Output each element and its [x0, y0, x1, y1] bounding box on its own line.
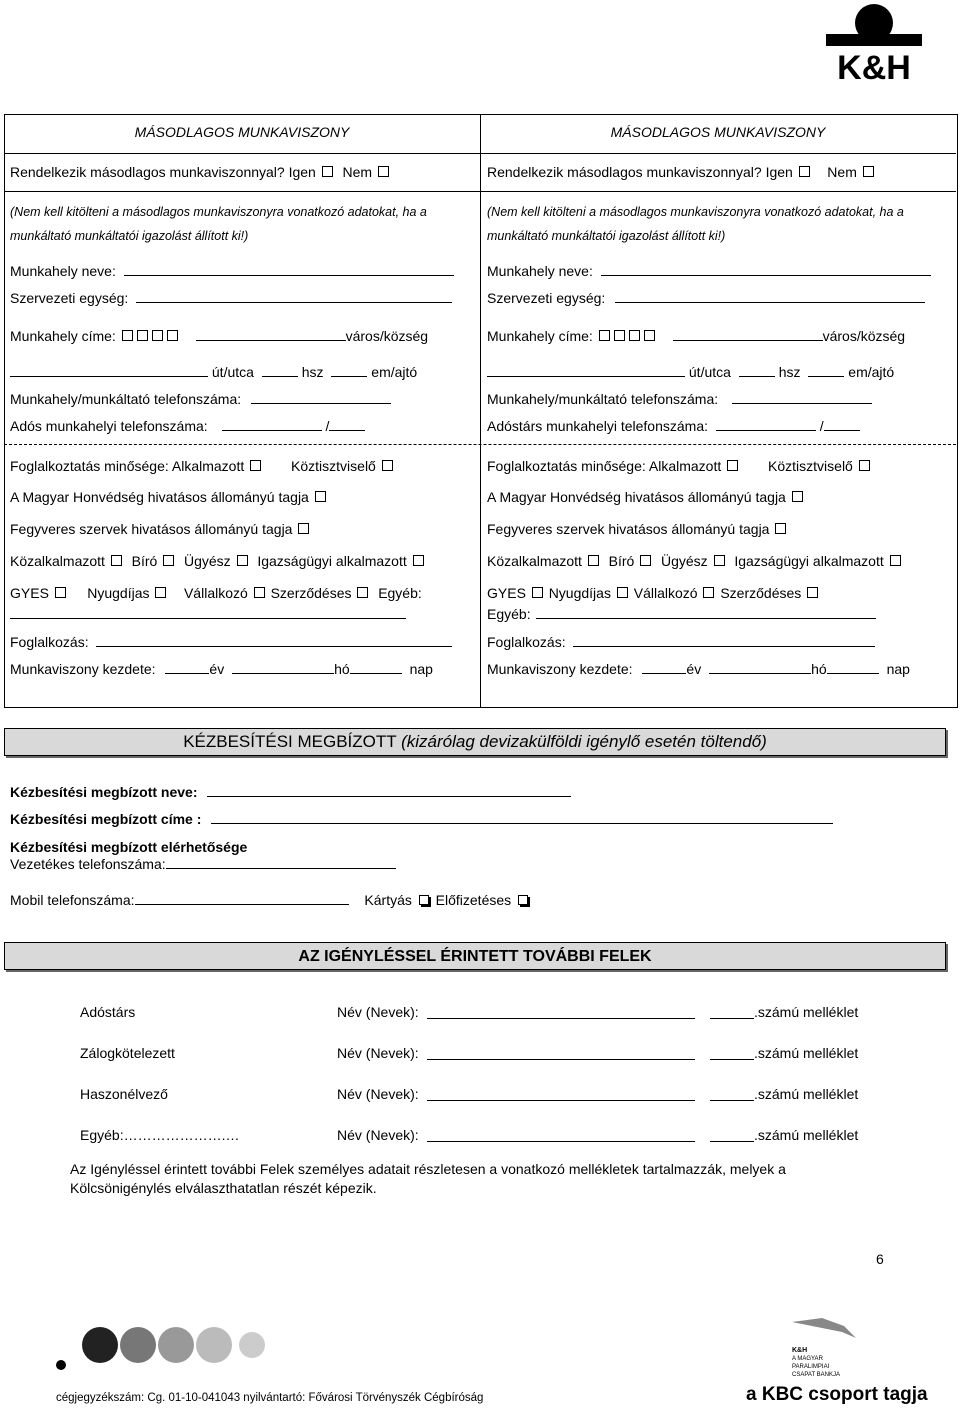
logo-text: K&H: [837, 49, 911, 82]
column-divider: [480, 114, 481, 708]
right-workplace-name: [487, 263, 931, 279]
parties-note-2: Kölcsönigénylés elválaszthatatlan részét képezik.: [70, 1180, 377, 1196]
left-judge-checkbox[interactable]: [163, 555, 174, 566]
right-employer-phone-field[interactable]: [732, 391, 872, 404]
left-entrepreneur-checkbox[interactable]: [254, 587, 265, 598]
parties-note-1: Az Igényléssel érintett további Felek személyes adatait részletesen a vonatkozó mellékletek tartalmazzák, melyek a: [70, 1161, 786, 1177]
parties-title: AZ IGÉNYLÉSSEL ÉRINTETT TOVÁBBI FELEK: [298, 948, 652, 965]
left-street-field[interactable]: [10, 364, 208, 377]
right-org-unit-field[interactable]: [615, 290, 925, 303]
left-workplace-name-label: Munkahely neve:: [10, 263, 116, 279]
party-annex-field[interactable]: [710, 1088, 754, 1101]
right-address-label: Munkahely címe:: [487, 328, 593, 344]
left-employment-type-label: Foglalkoztatás minősége:: [10, 458, 169, 474]
right-employee-label: Alkalmazott: [648, 458, 722, 474]
left-employer-phone: [10, 391, 391, 407]
right-entrepreneur-label: Vállalkozó: [633, 585, 698, 601]
left-city-field[interactable]: [196, 328, 346, 341]
right-employment-type: [487, 458, 872, 474]
right-public-checkbox[interactable]: [588, 555, 599, 566]
left-workplace-name: [10, 263, 454, 279]
right-month-field[interactable]: [709, 661, 811, 674]
left-door-label: em/ajtó: [371, 364, 418, 380]
left-occupation-label: Foglalkozás:: [10, 634, 89, 650]
right-other-field[interactable]: [536, 606, 876, 619]
left-day-label: nap: [409, 661, 433, 677]
right-hsz-label: hsz: [778, 364, 801, 380]
left-other-field[interactable]: [10, 606, 406, 619]
kh-logo-graphic: [826, 2, 922, 82]
left-employer-phone-label: Munkahely/munkáltató telefonszáma:: [10, 391, 242, 407]
left-yes-checkbox[interactable]: [322, 166, 333, 177]
delivery-mobile: [10, 892, 531, 908]
left-occupation-field[interactable]: [96, 634, 452, 647]
delivery-name: [10, 784, 571, 800]
left-start-label: Munkaviszony kezdete:: [10, 661, 156, 677]
right-has-secondary-label: Rendelkezik másodlagos munkaviszonnyal?: [487, 164, 762, 180]
left-street-label: út/utca: [211, 364, 254, 380]
right-employment-type-label: Foglalkoztatás minősége:: [487, 458, 646, 474]
dashed-divider: [4, 444, 956, 445]
right-other-label: Egyéb:: [487, 606, 531, 622]
page-number: 6: [876, 1251, 884, 1267]
footer-kbc: a KBC csoport tagja: [746, 1384, 928, 1405]
left-judicial-label: Igazságügyi alkalmazott: [257, 553, 407, 569]
left-occupation: [10, 634, 452, 650]
party-name-field[interactable]: [427, 1129, 695, 1142]
left-work-phone-area[interactable]: [222, 418, 322, 431]
right-address: [487, 328, 905, 344]
left-start: [10, 661, 433, 677]
left-employee-checkbox[interactable]: [250, 460, 261, 471]
right-zip-box-4[interactable]: [644, 330, 655, 341]
left-slash: /: [325, 418, 330, 434]
sponsor-line-4: CSAPAT BANKJA: [792, 1372, 841, 1378]
party-label: Egyéb:………………….…: [80, 1127, 240, 1143]
delivery-title-note: (kizárólag devizakülföldi igénylő esetén töltendő): [401, 732, 767, 751]
left-military-checkbox[interactable]: [315, 491, 326, 502]
party-name-field[interactable]: [427, 1047, 695, 1060]
right-day-label: nap: [886, 661, 910, 677]
right-yes-label: Igen: [765, 164, 793, 180]
left-work-phone-label: Adós munkahelyi telefonszáma:: [10, 418, 208, 434]
right-military-checkbox[interactable]: [792, 491, 803, 502]
right-yes-checkbox[interactable]: [799, 166, 810, 177]
left-employment-type: [10, 458, 395, 474]
party-annex-label: .számú melléklet: [754, 1004, 859, 1020]
right-note-1: (Nem kell kitölteni a másodlagos munkaviszonyra vonatkozó adatokat, ha a: [487, 205, 904, 219]
right-entrepreneur-checkbox[interactable]: [703, 587, 714, 598]
right-employee-checkbox[interactable]: [727, 460, 738, 471]
footer-circles-graphic: [56, 1326, 266, 1374]
right-work-phone-area[interactable]: [716, 418, 816, 431]
right-prosecutor-label: Ügyész: [660, 553, 708, 569]
left-other-line: [10, 606, 406, 622]
left-civil-servant-label: Köztisztviselő: [291, 458, 376, 474]
right-month-label: hó: [811, 661, 827, 677]
left-month-field[interactable]: [232, 661, 334, 674]
left-military-label: A Magyar Honvédség hivatásos állományú tagja: [10, 489, 309, 505]
right-street-label: út/utca: [688, 364, 731, 380]
left-armed: [10, 521, 311, 537]
left-org-unit-label: Szervezeti egység:: [10, 290, 129, 306]
left-zip-box-1[interactable]: [122, 330, 133, 341]
delivery-address-label: Kézbesítési megbízott címe :: [10, 811, 202, 827]
paralympic-logo-graphic: [782, 1318, 862, 1384]
delivery-mobile-field[interactable]: [135, 892, 349, 905]
left-has-secondary-label: Rendelkezik másodlagos munkaviszonnyal?: [10, 164, 285, 180]
right-start: [487, 661, 910, 677]
party-label: Zálogkötelezett: [80, 1045, 175, 1061]
right-armed-checkbox[interactable]: [775, 523, 786, 534]
party-annex-label: .számú melléklet: [754, 1086, 859, 1102]
left-day-field[interactable]: [350, 661, 402, 674]
left-zip-box-2[interactable]: [137, 330, 148, 341]
left-armed-checkbox[interactable]: [298, 523, 309, 534]
left-header: MÁSODLAGOS MUNKAVISZONY: [134, 124, 350, 140]
right-pensioner-checkbox[interactable]: [617, 587, 628, 598]
left-org-unit: [10, 290, 452, 306]
right-zip-box-3[interactable]: [629, 330, 640, 341]
right-gyes-label: GYES: [487, 585, 526, 601]
party-annex-field[interactable]: [710, 1129, 754, 1142]
left-gyes-checkbox[interactable]: [55, 587, 66, 598]
right-civil-servant-checkbox[interactable]: [859, 460, 870, 471]
delivery-mobile-label: Mobil telefonszáma:: [10, 892, 135, 908]
delivery-landline: [10, 856, 396, 872]
delivery-prepaid-label: Előfizetéses: [435, 892, 512, 908]
left-judicial-checkbox[interactable]: [413, 555, 424, 566]
right-judicial-checkbox[interactable]: [890, 555, 901, 566]
left-yes-label: Igen: [288, 164, 316, 180]
party-name-label: Név (Nevek):: [337, 1086, 419, 1102]
delivery-title: [4, 732, 946, 752]
left-military: [10, 489, 328, 505]
right-pensioner-label: Nyugdíjas: [548, 585, 611, 601]
right-judge-label: Bíró: [608, 553, 635, 569]
left-pensioner-checkbox[interactable]: [155, 587, 166, 598]
left-address-label: Munkahely címe:: [10, 328, 116, 344]
right-judicial-label: Igazságügyi alkalmazott: [734, 553, 884, 569]
party-label: Haszonélvező: [80, 1086, 168, 1102]
left-hsz-field[interactable]: [262, 364, 298, 377]
sponsor-line-1: K&H: [792, 1347, 808, 1354]
right-has-secondary: [487, 164, 876, 180]
party-annex-field[interactable]: [710, 1047, 754, 1060]
right-org-unit-label: Szervezeti egység:: [487, 290, 606, 306]
left-judge-label: Bíró: [131, 553, 158, 569]
left-contract-label: Szerződéses: [270, 585, 352, 601]
right-slash: /: [819, 418, 824, 434]
delivery-card-checkbox[interactable]: [419, 895, 429, 905]
left-city-label: város/község: [345, 328, 429, 344]
footer-icons: [56, 1326, 266, 1377]
delivery-reachability: Kézbesítési megbízott elérhetősége: [10, 839, 248, 855]
right-workplace-name-label: Munkahely neve:: [487, 263, 593, 279]
right-no-checkbox[interactable]: [863, 166, 874, 177]
right-zip-box-1[interactable]: [599, 330, 610, 341]
left-other-label: Egyéb:: [378, 585, 422, 601]
left-street: [10, 364, 417, 380]
right-day-field[interactable]: [827, 661, 879, 674]
right-other-status: [487, 585, 820, 601]
right-door-field[interactable]: [808, 364, 844, 377]
right-employer-phone-label: Munkahely/munkáltató telefonszáma:: [487, 391, 719, 407]
left-no-label: Nem: [342, 164, 373, 180]
right-judge-checkbox[interactable]: [640, 555, 651, 566]
left-other-status: [10, 585, 422, 601]
left-prosecutor-checkbox[interactable]: [237, 555, 248, 566]
delivery-landline-field[interactable]: [166, 856, 396, 869]
left-note-1: (Nem kell kitölteni a másodlagos munkaviszonyra vonatkozó adatokat, ha a: [10, 205, 427, 219]
left-year-field[interactable]: [165, 661, 209, 674]
left-employee-label: Alkalmazott: [171, 458, 245, 474]
right-work-phone: [487, 418, 860, 434]
right-work-phone-label: Adóstárs munkahelyi telefonszáma:: [487, 418, 708, 434]
left-door-field[interactable]: [331, 364, 367, 377]
right-armed: [487, 521, 788, 537]
right-org-unit: [487, 290, 925, 306]
right-no-label: Nem: [827, 164, 857, 180]
sponsor-line-3: PARALIMPIAI: [792, 1364, 830, 1370]
right-public: [487, 553, 903, 569]
right-street: [487, 364, 894, 380]
right-year-label: év: [686, 661, 702, 677]
left-contract-checkbox[interactable]: [357, 587, 368, 598]
left-civil-servant-checkbox[interactable]: [382, 460, 393, 471]
right-civil-servant-label: Köztisztviselő: [768, 458, 853, 474]
right-zip-box-2[interactable]: [614, 330, 625, 341]
yesno-divider: [4, 191, 956, 192]
kh-logo: [826, 2, 922, 82]
right-occupation-label: Foglalkozás:: [487, 634, 566, 650]
left-prosecutor-label: Ügyész: [183, 553, 231, 569]
left-public-checkbox[interactable]: [111, 555, 122, 566]
left-employer-phone-field[interactable]: [251, 391, 391, 404]
delivery-address: [10, 811, 833, 827]
right-employer-phone: [487, 391, 872, 407]
left-public: [10, 553, 426, 569]
party-annex-field[interactable]: [710, 1006, 754, 1019]
left-work-phone: [10, 418, 365, 434]
right-city-field[interactable]: [673, 328, 823, 341]
left-armed-label: Fegyveres szervek hivatásos állományú tagja: [10, 521, 293, 537]
left-address: [10, 328, 428, 344]
sponsor-line-2: A MAGYAR: [792, 1356, 823, 1362]
right-contract-checkbox[interactable]: [807, 587, 818, 598]
party-annex-label: .számú melléklet: [754, 1045, 859, 1061]
left-zip-box-3[interactable]: [152, 330, 163, 341]
right-gyes-checkbox[interactable]: [532, 587, 543, 598]
delivery-address-field[interactable]: [211, 811, 833, 824]
right-public-label: Közalkalmazott: [487, 553, 582, 569]
delivery-name-label: Kézbesítési megbízott neve:: [10, 784, 198, 800]
party-name-field[interactable]: [427, 1006, 695, 1019]
right-work-phone-number[interactable]: [824, 418, 860, 431]
delivery-name-field[interactable]: [207, 784, 571, 797]
right-note-2: munkáltató munkáltatói igazolást állított ki!): [487, 229, 726, 243]
left-zip-box-4[interactable]: [167, 330, 178, 341]
right-contract-label: Szerződéses: [720, 585, 802, 601]
left-gyes-label: GYES: [10, 585, 49, 601]
paralympic-logo: [782, 1318, 862, 1384]
left-hsz-label: hsz: [301, 364, 324, 380]
right-header: MÁSODLAGOS MUNKAVISZONY: [610, 124, 826, 140]
left-pensioner-label: Nyugdíjas: [87, 585, 150, 601]
right-military-label: A Magyar Honvédség hivatásos állományú tagja: [487, 489, 786, 505]
delivery-landline-label: Vezetékes telefonszáma:: [10, 856, 166, 872]
delivery-card-label: Kártyás: [364, 892, 412, 908]
party-name-label: Név (Nevek):: [337, 1004, 419, 1020]
delivery-prepaid-checkbox[interactable]: [518, 895, 528, 905]
right-workplace-name-field[interactable]: [601, 263, 931, 276]
left-note-2: munkáltató munkáltatói igazolást állított ki!): [10, 229, 249, 243]
right-military: [487, 489, 805, 505]
left-has-secondary: [10, 164, 391, 180]
right-year-field[interactable]: [642, 661, 686, 674]
left-month-label: hó: [334, 661, 350, 677]
right-armed-label: Fegyveres szervek hivatásos állományú tagja: [487, 521, 770, 537]
header-divider: [4, 153, 956, 154]
left-public-label: Közalkalmazott: [10, 553, 105, 569]
right-occupation: [487, 634, 875, 650]
party-annex-label: .számú melléklet: [754, 1127, 859, 1143]
right-occupation-field[interactable]: [573, 634, 875, 647]
left-entrepreneur-label: Vállalkozó: [183, 585, 248, 601]
right-prosecutor-checkbox[interactable]: [714, 555, 725, 566]
delivery-title-main: KÉZBESÍTÉSI MEGBÍZOTT: [183, 732, 397, 751]
party-name-label: Név (Nevek):: [337, 1127, 419, 1143]
right-other-line: [487, 606, 876, 622]
party-name-label: Név (Nevek):: [337, 1045, 419, 1061]
left-year-label: év: [209, 661, 225, 677]
left-no-checkbox[interactable]: [378, 166, 389, 177]
right-street-field[interactable]: [487, 364, 685, 377]
left-workplace-name-field[interactable]: [124, 263, 454, 276]
party-name-field[interactable]: [427, 1088, 695, 1101]
party-label: Adóstárs: [80, 1004, 136, 1020]
right-start-label: Munkaviszony kezdete:: [487, 661, 633, 677]
left-work-phone-number[interactable]: [329, 418, 365, 431]
left-org-unit-field[interactable]: [136, 290, 452, 303]
footer-registry: cégjegyzékszám: Cg. 01-10-041043 nyilvántartó: Fővárosi Törvényszék Cégbíróság: [56, 1392, 484, 1404]
right-city-label: város/község: [822, 328, 906, 344]
right-hsz-field[interactable]: [739, 364, 775, 377]
right-door-label: em/ajtó: [848, 364, 895, 380]
